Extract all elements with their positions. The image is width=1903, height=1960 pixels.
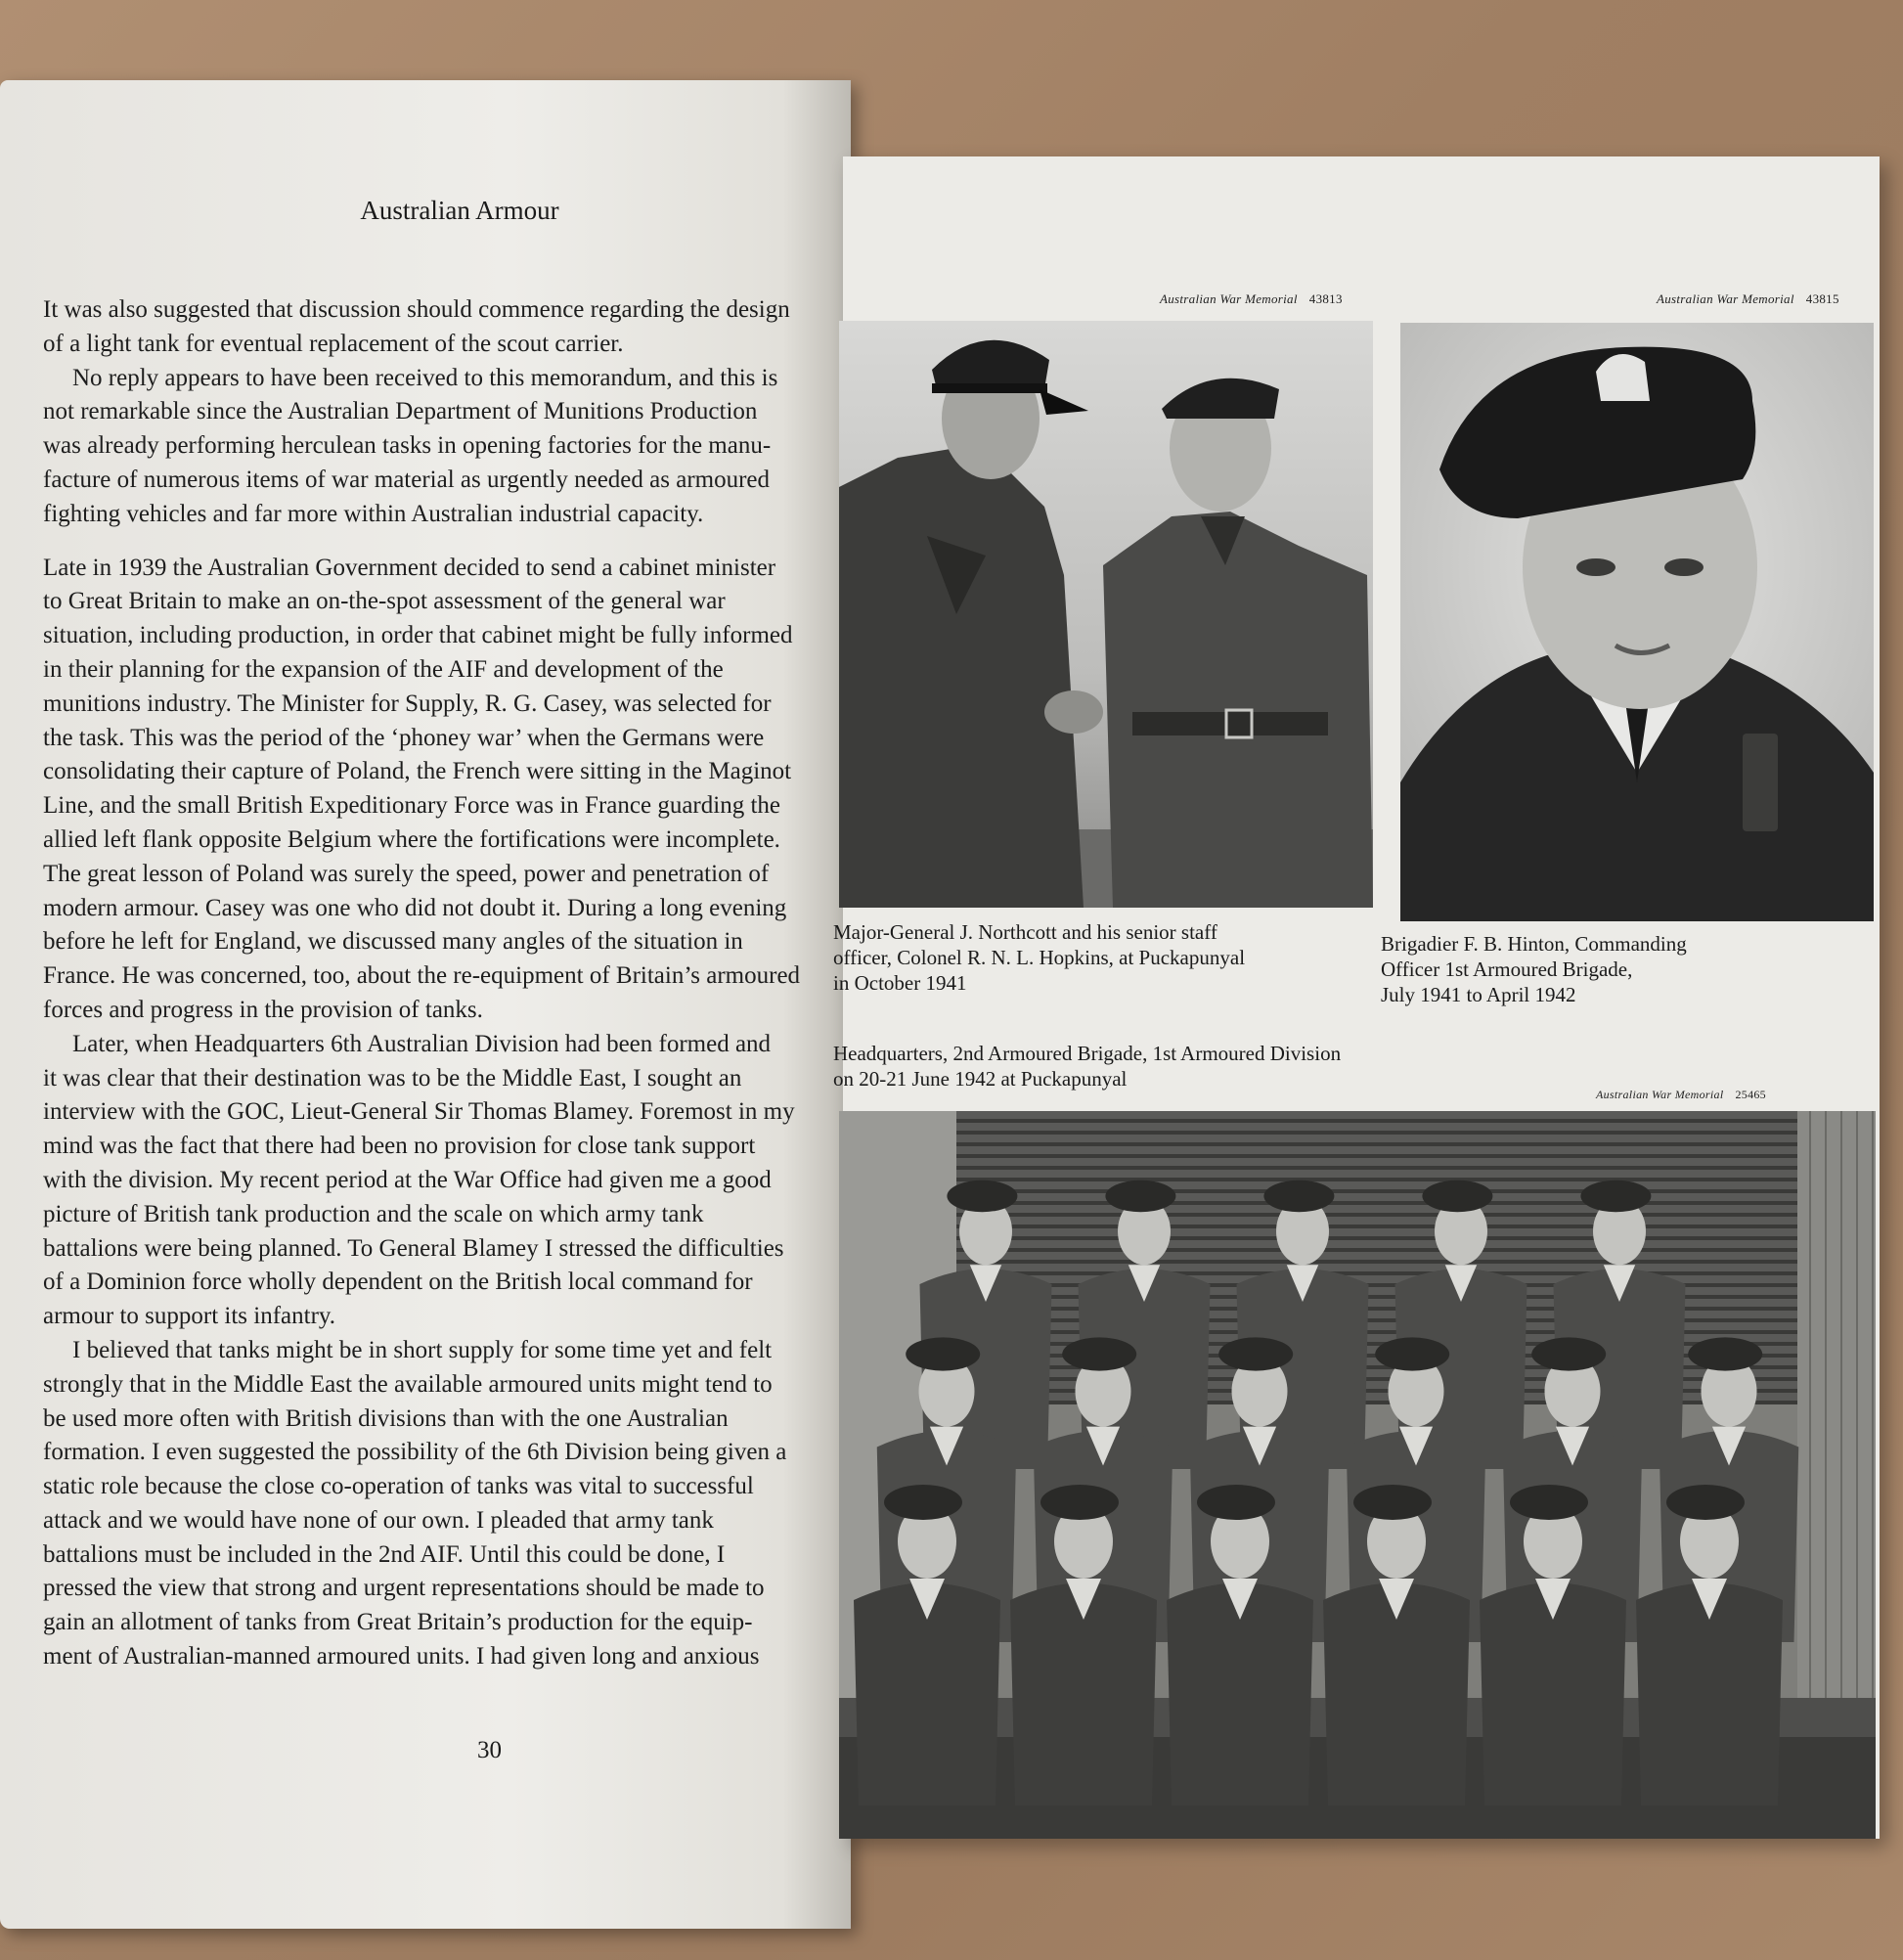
text-line: static role because the close co-operation of tanks was vital to successful [43,1473,754,1500]
text-line: to Great Britain to make an on-the-spot assessment of the general war [43,588,726,615]
photo3-caption [833,1041,1341,1091]
text-line: The great lesson of Poland was surely the speed, power and penetration of [43,860,770,887]
photo-hinton-portrait [1400,323,1874,921]
text-line: picture of British tank production and the scale on which army tank [43,1200,704,1227]
text-line: interview with the GOC, Lieut-General Sir Thomas Blamey. Foremost in my [43,1098,795,1126]
text-line: gain an allotment of tanks from Great Britain’s production for the equip- [43,1609,753,1636]
text-line: No reply appears to have been received to this memorandum, and this is [72,364,778,391]
photo3-credit-number: 25465 [1735,1088,1766,1101]
photo3-caption-line-1: Headquarters, 2nd Armoured Brigade, 1st Armoured Division [833,1042,1342,1065]
text-line: situation, including production, in order that cabinet might be fully informed [43,622,793,649]
photo1-caption [833,919,1245,996]
paragraph-gap [43,532,825,552]
text-line: attack and we would have none of our own. I pleaded that army tank [43,1506,714,1534]
text-line: France. He was concerned, too, about the re-equipment of Britain’s armoured [43,962,801,990]
text-line: battalions must be included in the 2nd AIF. Until this could be done, I [43,1540,726,1568]
photo1-caption-line-1: Major-General J. Northcott and his senior staff [833,920,1217,944]
text-line: it was clear that their destination was to be the Middle East, I sought an [43,1064,742,1091]
photo-northcott-hopkins [839,321,1373,908]
text-line: pressed the view that strong and urgent representations should be made to [43,1575,765,1602]
running-head: Australian Armour [360,196,559,225]
text-line: I believed that tanks might be in short supply for some time yet and felt [72,1336,773,1363]
photo2-credit-source: Australian War Memorial [1657,291,1794,306]
photo1-credit-source: Australian War Memorial [1160,291,1298,306]
photo-brigade-headquarters-group [839,1111,1876,1839]
body-text [43,293,825,1674]
photo3-credit [1596,1088,1766,1102]
text-line: forces and progress in the provision of tanks. [43,996,483,1023]
text-line: before he left for England, we discussed many angles of the situation in [43,928,743,956]
text-line: not remarkable since the Australian Department of Munitions Production [43,398,758,425]
photo3-caption-line-2: on 20-21 June 1942 at Puckapunyal [833,1067,1128,1091]
photo1-caption-line-2: officer, Colonel R. N. L. Hopkins, at Puckapunyal [833,946,1246,969]
text-line: be used more often with British divisions than with the one Australian [43,1404,729,1432]
photo1-credit [1160,291,1343,307]
text-line: Line, and the small British Expeditionary Force was in France guarding the [43,792,780,820]
photo2-caption [1381,931,1687,1007]
text-line: strongly that in the Middle East the available armoured units might tend to [43,1370,773,1398]
text-line: in their planning for the expansion of the AIF and development of the [43,655,724,683]
text-line: of a Dominion force wholly dependent on the British local command for [43,1269,753,1296]
text-line: modern armour. Casey was one who did not doubt it. During a long evening [43,894,787,921]
photo2-caption-line-2: Officer 1st Armoured Brigade, [1381,958,1633,981]
photo2-credit [1657,291,1839,307]
text-line: the task. This was the period of the ‘phoney war’ when the Germans were [43,724,765,751]
text-line: allied left flank opposite Belgium where the fortifications were incomplete. [43,825,780,853]
text-line: mind was the fact that there had been no provision for close tank support [43,1133,756,1160]
text-line: fighting vehicles and far more within Australian industrial capacity. [43,500,704,527]
text-line: was already performing herculean tasks in opening factories for the manu- [43,432,772,460]
text-line: armour to support its infantry. [43,1303,336,1330]
page-number: 30 [477,1737,502,1763]
text-line: munitions industry. The Minister for Supply, R. G. Casey, was selected for [43,690,772,717]
text-line: Late in 1939 the Australian Government decided to send a cabinet minister [43,554,776,581]
text-line: consolidating their capture of Poland, the French were sitting in the Maginot [43,758,792,785]
photo2-caption-line-3: July 1941 to April 1942 [1381,983,1576,1006]
text-line: battalions were being planned. To General Blamey I stressed the difficulties [43,1234,784,1262]
text-line: formation. I even suggested the possibility of the 6th Division being given a [43,1439,787,1466]
photo2-credit-number: 43815 [1805,291,1839,306]
text-line: of a light tank for eventual replacement of the scout carrier. [43,330,624,357]
text-line: ment of Australian-manned armoured units. I had given long and anxious [43,1643,760,1670]
text-line: Later, when Headquarters 6th Australian Division had been formed and [72,1030,772,1057]
photo2-caption-line-1: Brigadier F. B. Hinton, Commanding [1381,932,1687,956]
text-line: It was also suggested that discussion should commence regarding the design [43,296,790,323]
text-line: facture of numerous items of war material as urgently needed as armoured [43,466,771,493]
photo3-credit-source: Australian War Memorial [1596,1088,1724,1101]
text-line: with the division. My recent period at the War Office had given me a good [43,1166,772,1193]
photo1-caption-line-3: in October 1941 [833,971,967,995]
photo1-credit-number: 43813 [1308,291,1343,306]
